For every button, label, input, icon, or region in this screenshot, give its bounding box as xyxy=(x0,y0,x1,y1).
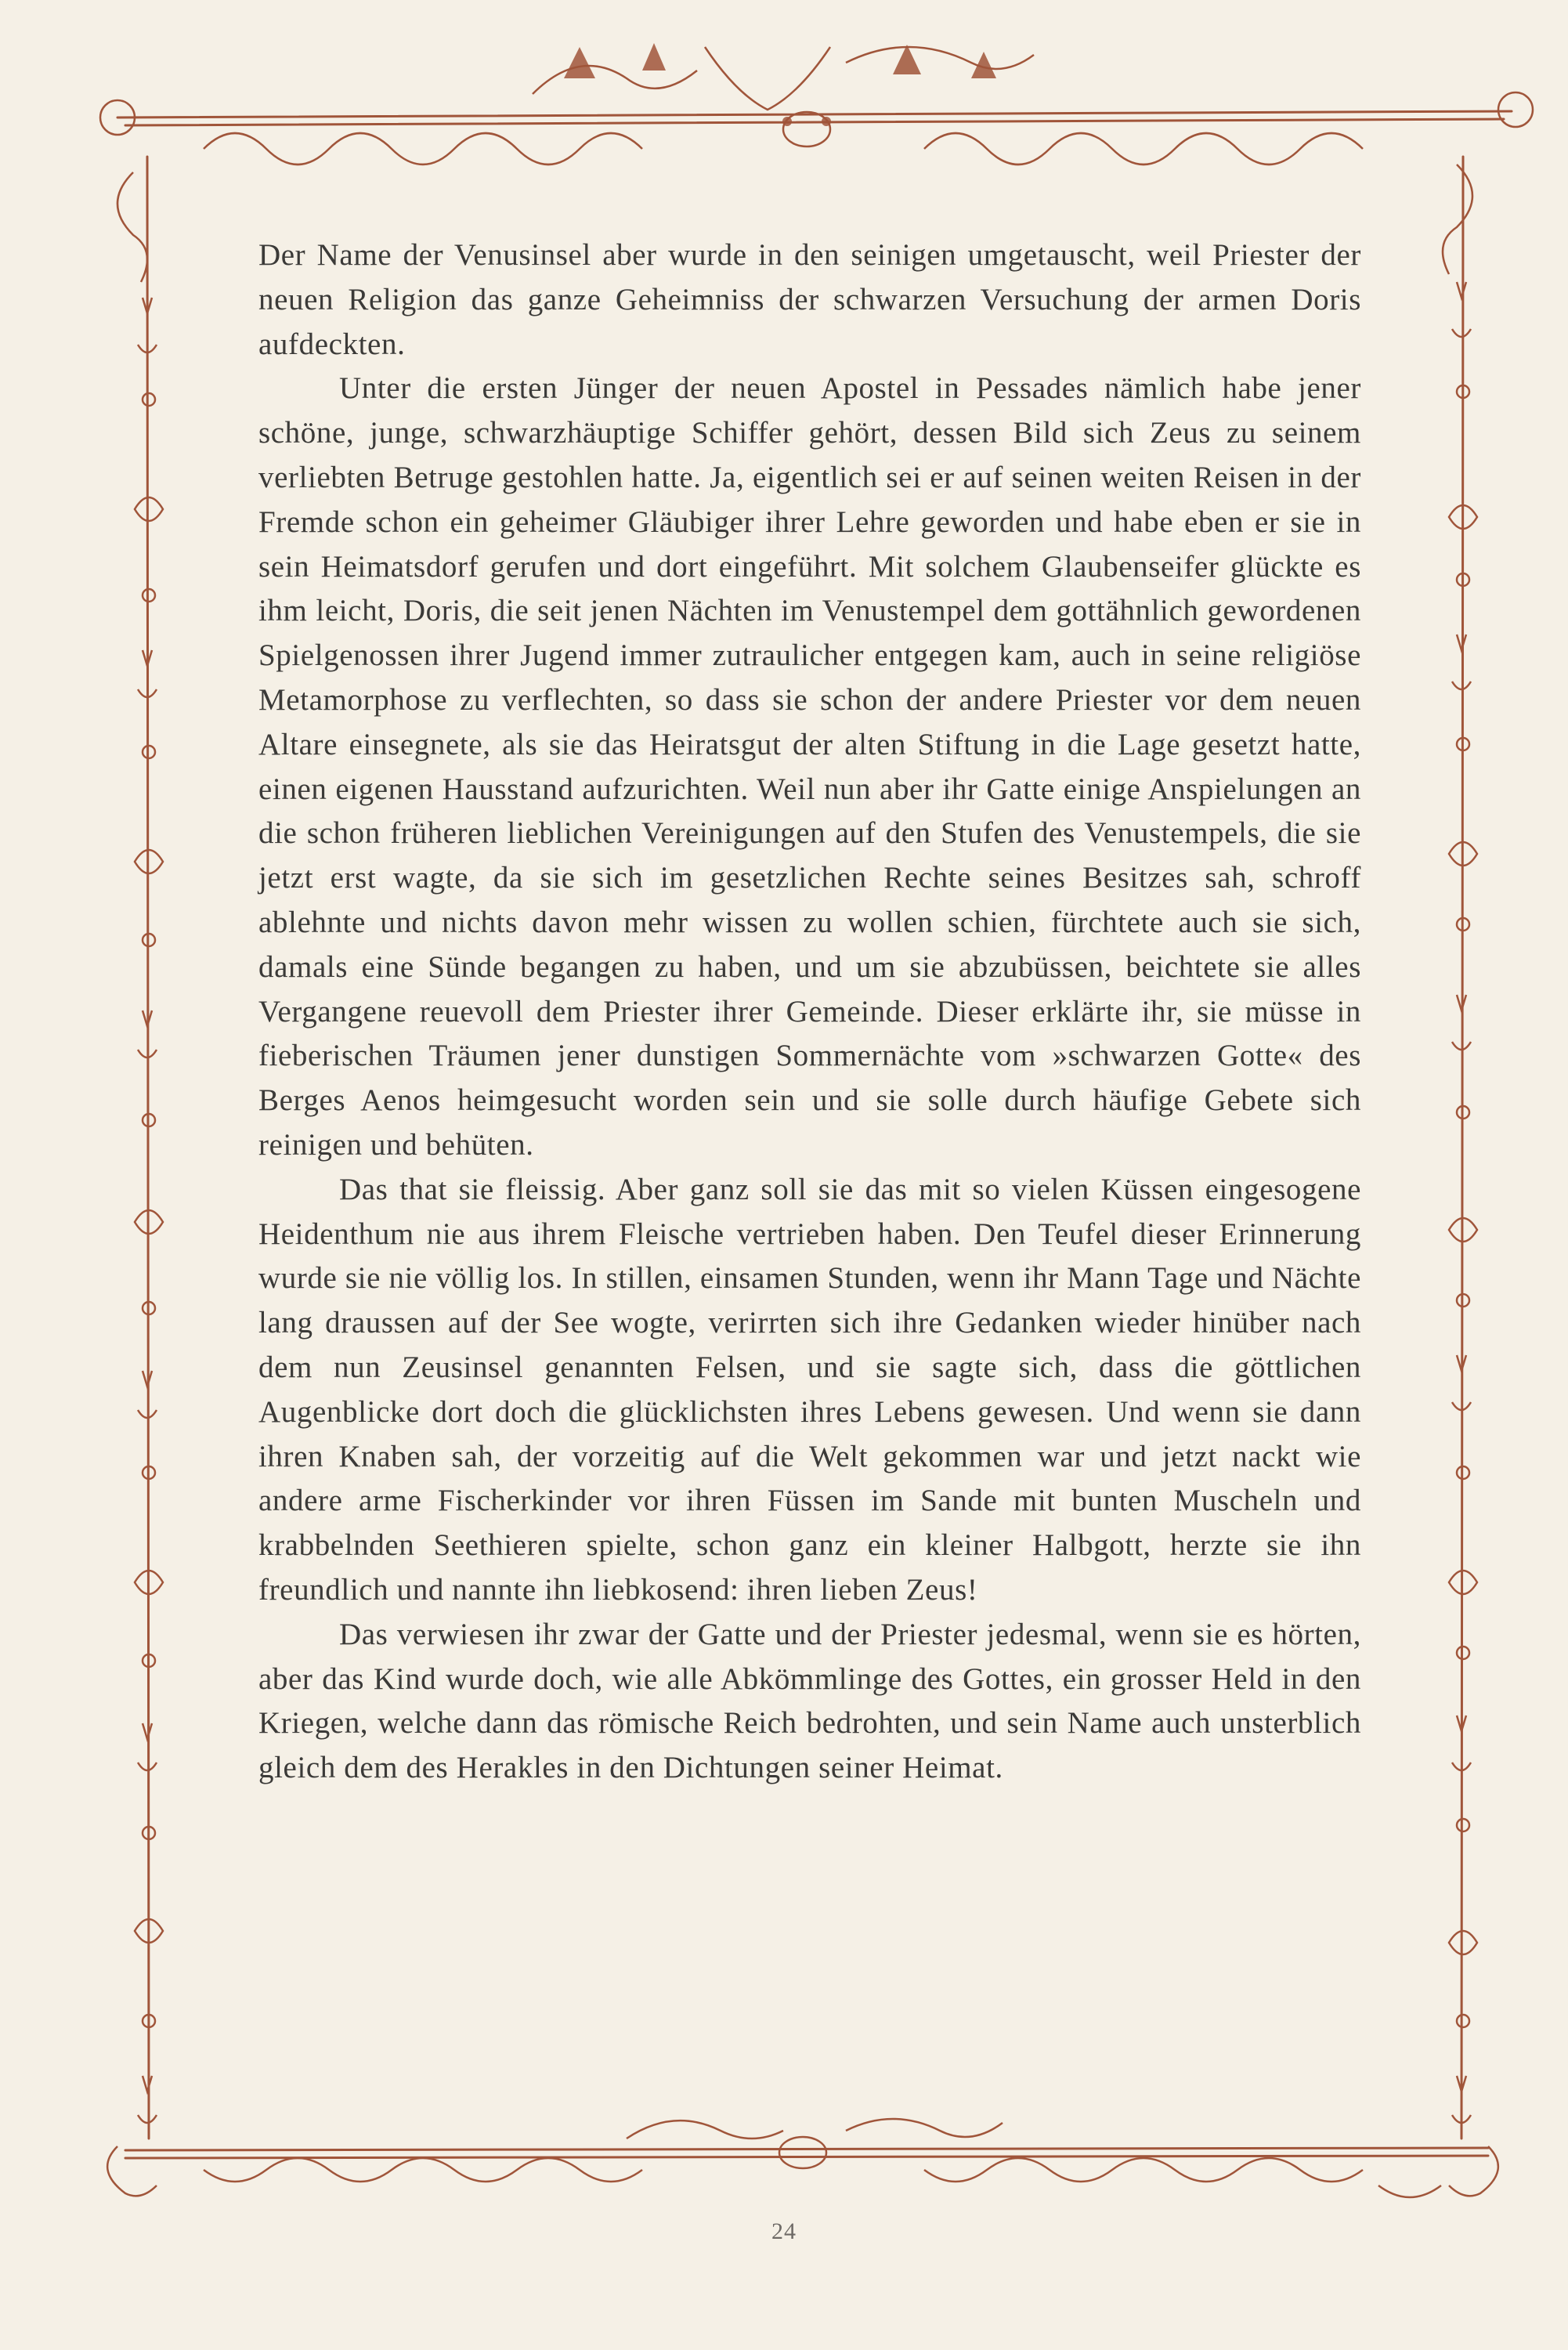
paragraph-1: Der Name der Venusinsel aber wurde in den seinigen umgetauscht, weil Priester der neuen Religion das ganze Geheimniss der schwarzen Versuchung der armen Doris aufdeckten. xyxy=(258,238,1361,361)
paragraph-2: Unter die ersten Jünger der neuen Apostel in Pessades nämlich habe jener schöne, junge, schwarzhäuptige Schiffer gehört, dessen Bild sich Zeus zu seinem verliebten Betruge gestohlen hatte. Ja, eigentlich sei er auf seinen weiten Reisen in der Fremde schon ein geheimer Gläubiger ihrer Lehre geworden und habe eben er sie in sein Heimatsdorf gerufen und dort eingeführt. Mit solchem Glaubenseifer glückte es ihm leicht, Doris, die seit jenen Nächten im Venustempel dem gottähnlich gewordenen Spielgenossen ihrer Jugend immer zutraulicher entgegen kam, auch in seine religiöse Metamorphose zu verflechten, so dass sie schon der andere Priester vor dem neuen Altare einsegnete, als sie das Heiratsgut der alten Stiftung in die Lage gesetzt hatte, einen eigenen Hausstand aufzurichten. Weil nun aber ihr Gatte einige Anspielungen an die schon früheren lieblichen Vereinigungen auf den Stufen des Venustempels, die sie jetzt erst wagte, da sie sich im gesetzlichen Rechte seines Besitzes sah, schroff ablehnte und nichts davon mehr wissen zu wollen schien, fürchtete auch sie sich, damals eine Sünde begangen zu haben, und um sie abzubüssen, beichtete sie alles Vergangene reuevoll dem Priester ihrer Gemeinde. Dieser erklärte ihr, sie müsse in fieberischen Träumen jener dunstigen Sommernächte vom »schwarzen Gotte« des Berges Aenos heimgesucht worden sein und sie solle durch häufige Gebete sich reinigen und behüten. xyxy=(258,371,1361,1162)
page-number: 24 xyxy=(771,2218,797,2244)
paragraph-3: Das that sie fleissig. Aber ganz soll sie das mit so vielen Küssen eingesogene Heidenthum nie aus ihrem Fleische vertrieben haben. Den Teufel dieser Erinnerung wurde sie nie völlig los. In stillen, einsamen Stunden, wenn ihr Mann Tage und Nächte lang draussen auf der See wogte, verirrten sich ihre Gedanken wieder hinüber nach dem nun Zeusinsel genannten Felsen, und sie sagte sich, dass die göttlichen Augenblicke dort doch die glücklichsten ihres Lebens gewesen. Und wenn sie dann ihren Knaben sah, der vorzeitig auf die Welt gekommen war und jetzt nackt wie andere arme Fischerkinder vor ihren Füssen im Sande mit bunten Muscheln und krabbelnden Seethieren spielte, schon ganz ein kleiner Halbgott, herzte sie ihn freundlich und nannte ihn liebkosend: ihren lieben Zeus! xyxy=(258,1172,1361,1607)
body-text xyxy=(258,233,1361,1791)
paragraph-4: Das verwiesen ihr zwar der Gatte und der Priester jedesmal, wenn sie es hörten, aber das Kind wurde doch, wie alle Abkömmlinge des Gottes, ein grosser Held in den Kriegen, welche dann das römische Reich bedrohten, und sein Name auch unsterblich gleich dem des Herakles in den Dichtungen seiner Heimat. xyxy=(258,1617,1361,1785)
